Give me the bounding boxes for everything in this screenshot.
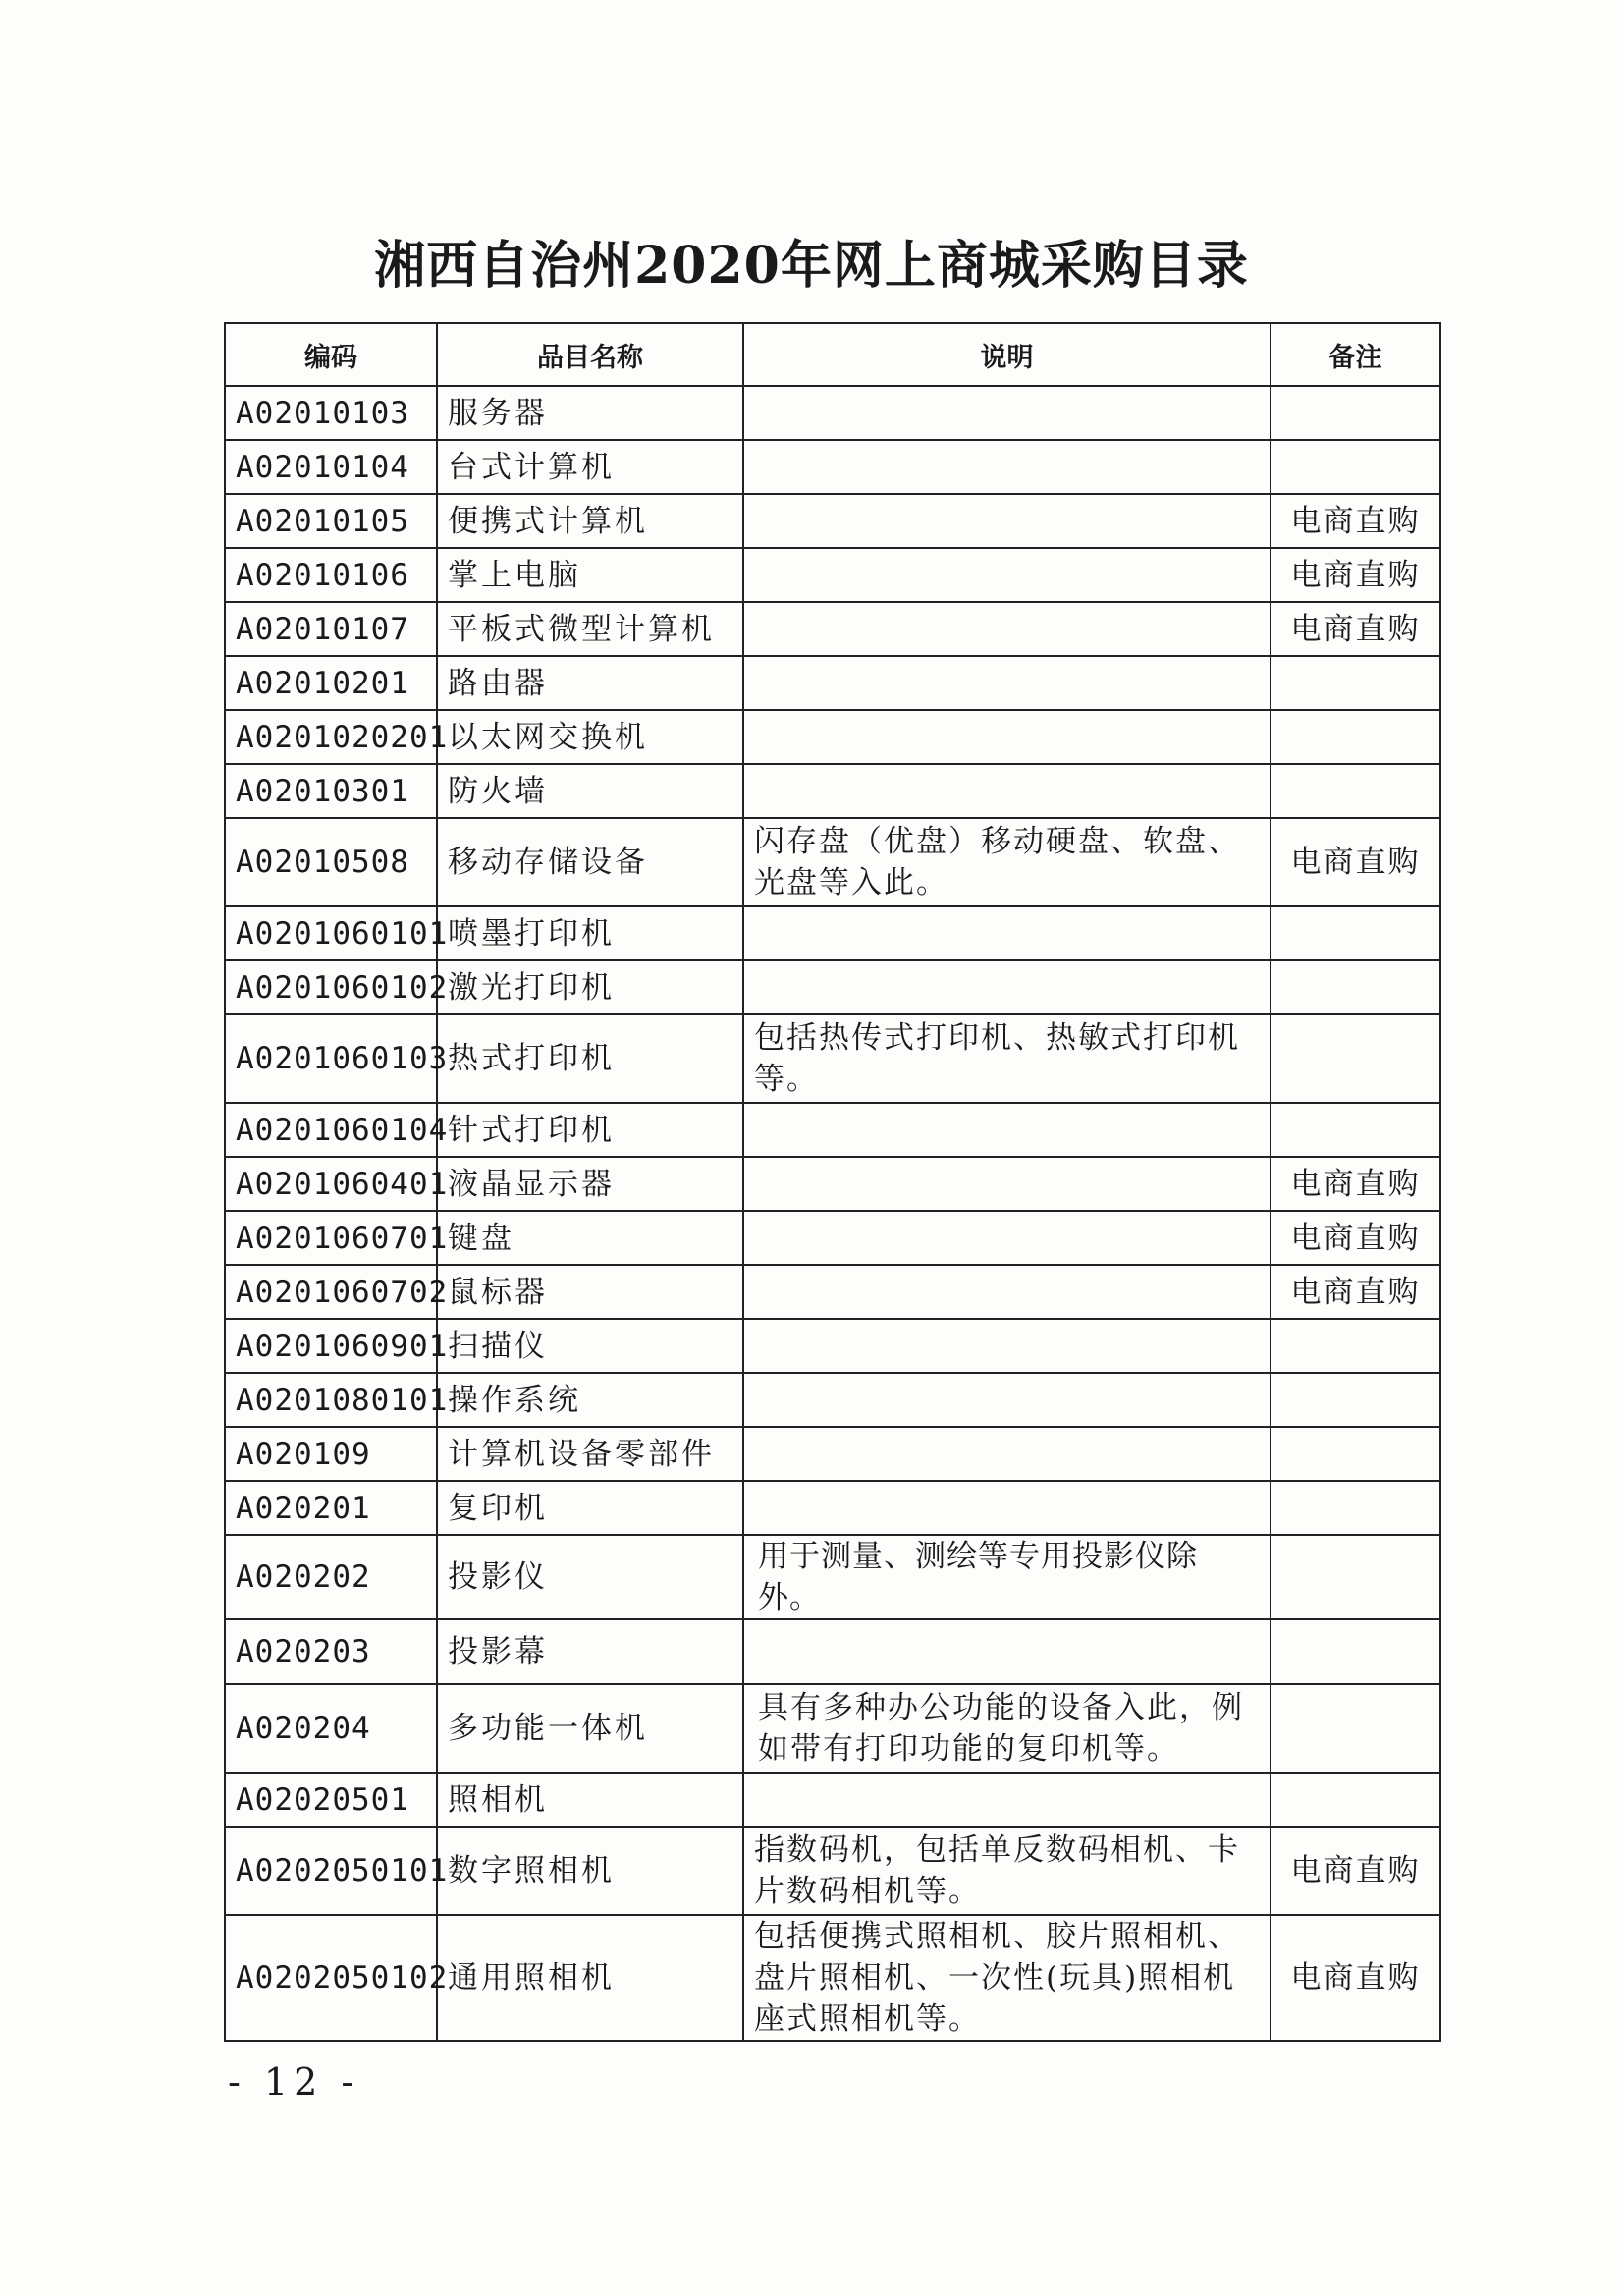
cell-note: 电商直购 [1271,1827,1440,1915]
table-row [225,602,1440,656]
cell-desc [743,1157,1271,1211]
table-row [225,818,1440,906]
header-code: 编码 [225,323,437,386]
table-row [225,494,1440,548]
table-row [225,906,1440,960]
cell-desc [743,1373,1271,1427]
cell-code: A0201060101 [225,906,437,960]
cell-code: A0201020201 [225,710,437,764]
table-row [225,656,1440,710]
cell-code: A02010104 [225,440,437,494]
cell-name: 投影幕 [437,1619,743,1684]
cell-name: 激光打印机 [437,960,743,1014]
cell-note: 电商直购 [1271,1157,1440,1211]
cell-code: A0201060104 [225,1103,437,1157]
cell-note [1271,1619,1440,1684]
cell-name: 复印机 [437,1481,743,1535]
cell-code: A02010107 [225,602,437,656]
cell-name: 照相机 [437,1773,743,1827]
cell-desc [743,906,1271,960]
cell-desc [743,602,1271,656]
cell-note [1271,1103,1440,1157]
cell-name: 以太网交换机 [437,710,743,764]
table-row [225,440,1440,494]
cell-desc [743,1481,1271,1535]
cell-note [1271,1373,1440,1427]
header-description: 说明 [743,323,1271,386]
cell-desc [743,1103,1271,1157]
header-note: 备注 [1271,323,1440,386]
cell-name: 热式打印机 [437,1014,743,1103]
cell-name: 喷墨打印机 [437,906,743,960]
cell-code: A0202050102 [225,1915,437,2041]
cell-note: 电商直购 [1271,818,1440,906]
cell-name: 掌上电脑 [437,548,743,602]
cell-note [1271,906,1440,960]
cell-desc: 指数码机，包括单反数码相机、卡片数码相机等。 [743,1827,1271,1915]
cell-name: 防火墙 [437,764,743,818]
cell-desc [743,960,1271,1014]
cell-code: A02020501 [225,1773,437,1827]
cell-name: 便携式计算机 [437,494,743,548]
cell-desc [743,656,1271,710]
cell-desc [743,1265,1271,1319]
cell-name: 平板式微型计算机 [437,602,743,656]
cell-note: 电商直购 [1271,1211,1440,1265]
cell-name: 台式计算机 [437,440,743,494]
cell-code: A020201 [225,1481,437,1535]
cell-desc: 闪存盘（优盘）移动硬盘、软盘、光盘等入此。 [743,818,1271,906]
cell-note [1271,710,1440,764]
cell-note [1271,764,1440,818]
cell-desc [743,494,1271,548]
cell-code: A020204 [225,1684,437,1773]
cell-desc [743,1773,1271,1827]
page-number: - 12 - [228,2060,360,2104]
cell-code: A0201060702 [225,1265,437,1319]
cell-desc [743,1211,1271,1265]
table-row [225,548,1440,602]
table-row [225,764,1440,818]
cell-name: 数字照相机 [437,1827,743,1915]
cell-name: 键盘 [437,1211,743,1265]
cell-code: A0201060102 [225,960,437,1014]
cell-desc: 包括热传式打印机、热敏式打印机等。 [743,1014,1271,1103]
table-row [225,1535,1440,1619]
cell-desc: 用于测量、测绘等专用投影仪除外。 [743,1535,1271,1619]
procurement-catalog-table [224,322,1441,2042]
cell-code: A0201060901 [225,1319,437,1373]
table-row [225,960,1440,1014]
cell-desc [743,1619,1271,1684]
table-row [225,1103,1440,1157]
cell-note [1271,1014,1440,1103]
cell-code: A0201060401 [225,1157,437,1211]
table-row [225,1319,1440,1373]
table-row [225,1684,1440,1773]
cell-code: A02010201 [225,656,437,710]
cell-note [1271,1481,1440,1535]
cell-note: 电商直购 [1271,1265,1440,1319]
cell-desc [743,386,1271,440]
table-row [225,1915,1440,2041]
cell-note [1271,1427,1440,1481]
table-row [225,1619,1440,1684]
document-title: 湘西自治州2020年网上商城采购目录 [374,236,1249,296]
cell-note [1271,386,1440,440]
table-row [225,1427,1440,1481]
cell-note [1271,440,1440,494]
cell-note [1271,1684,1440,1773]
cell-note: 电商直购 [1271,1915,1440,2041]
cell-desc [743,1319,1271,1373]
cell-desc [743,710,1271,764]
cell-name: 鼠标器 [437,1265,743,1319]
cell-code: A0201060103 [225,1014,437,1103]
cell-desc [743,548,1271,602]
table-row [225,1373,1440,1427]
cell-code: A0202050101 [225,1827,437,1915]
table-row [225,386,1440,440]
cell-code: A020203 [225,1619,437,1684]
cell-code: A02010106 [225,548,437,602]
cell-code: A020202 [225,1535,437,1619]
table-row [225,1014,1440,1103]
cell-note [1271,1319,1440,1373]
cell-note [1271,1773,1440,1827]
cell-code: A020109 [225,1427,437,1481]
cell-note [1271,656,1440,710]
cell-code: A0201080101 [225,1373,437,1427]
cell-code: A02010301 [225,764,437,818]
table-row [225,1211,1440,1265]
cell-name: 扫描仪 [437,1319,743,1373]
cell-name: 操作系统 [437,1373,743,1427]
cell-desc: 包括便携式照相机、胶片照相机、盘片照相机、一次性(玩具)照相机座式照相机等。 [743,1915,1271,2041]
cell-note [1271,960,1440,1014]
cell-code: A02010103 [225,386,437,440]
cell-code: A02010105 [225,494,437,548]
cell-desc [743,440,1271,494]
cell-name: 路由器 [437,656,743,710]
table-row [225,1157,1440,1211]
cell-name: 液晶显示器 [437,1157,743,1211]
table-header-row [225,323,1440,386]
cell-name: 移动存储设备 [437,818,743,906]
header-item-name: 品目名称 [437,323,743,386]
cell-name: 计算机设备零部件 [437,1427,743,1481]
cell-desc [743,764,1271,818]
cell-note: 电商直购 [1271,494,1440,548]
cell-name: 针式打印机 [437,1103,743,1157]
cell-name: 通用照相机 [437,1915,743,2041]
cell-note: 电商直购 [1271,602,1440,656]
cell-desc: 具有多种办公功能的设备入此，例如带有打印功能的复印机等。 [743,1684,1271,1773]
cell-code: A02010508 [225,818,437,906]
cell-code: A0201060701 [225,1211,437,1265]
table-row [225,1827,1440,1915]
table-row [225,1773,1440,1827]
cell-desc [743,1427,1271,1481]
cell-name: 服务器 [437,386,743,440]
table-row [225,1481,1440,1535]
cell-note [1271,1535,1440,1619]
cell-note: 电商直购 [1271,548,1440,602]
table-row [225,1265,1440,1319]
table-row [225,710,1440,764]
cell-name: 投影仪 [437,1535,743,1619]
cell-name: 多功能一体机 [437,1684,743,1773]
